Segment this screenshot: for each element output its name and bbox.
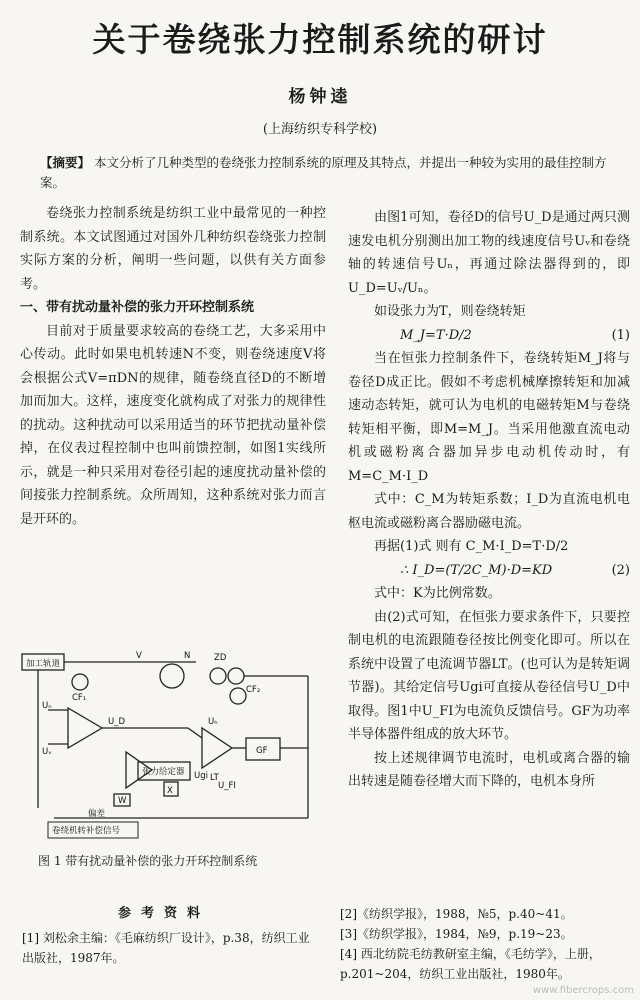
block-diagram-figure xyxy=(18,648,330,848)
diagram-label: 加工轨道 xyxy=(26,659,61,669)
diagram-node xyxy=(230,688,246,704)
figure-caption: 图 1 带有扰动量补偿的张力开环控制系统 xyxy=(38,854,258,868)
paper-title: 关于卷绕张力控制系统的研讨 xyxy=(92,20,548,59)
abstract-text: 本文分析了几种类型的卷绕张力控制系统的原理及其特点，并提出一种较为实用的最佳控制方案。 xyxy=(40,155,607,190)
diagram-label: 张力给定器 xyxy=(142,767,185,777)
diagram-label: W xyxy=(118,796,127,806)
section-heading: 一、带有扰动量补偿的张力开环控制系统 xyxy=(20,300,255,315)
diagram-label: Uₕ xyxy=(208,717,218,727)
author: 杨钟逵 xyxy=(288,87,352,107)
diagram-label: U_D xyxy=(108,717,126,727)
paragraph: 再据(1)式 则有 C_M·I_D=T·D/2 xyxy=(374,539,569,554)
affiliation: (上海纺织专科学校) xyxy=(262,122,378,137)
diagram-node xyxy=(72,674,88,690)
diagram-line xyxy=(188,728,202,738)
paragraph: 目前对于质量要求较高的卷绕工艺，大多采用中心传动。此时如果电机转速N不变，则卷绕速度V将会根据公式V=πDN的规律，随卷绕直径D的不断增加而加大。这样，速度变化就构成了对张力的规律性的扰动。这种扰动可以采用适当的环节把扰动量补偿掉，在仪表过程控制中也叫前馈控制，如图1实线所示，就是一种只采用对卷径引起的速度扰动量补偿的间接张力控制系统。众所周知，这种系统对张力而言是开环的。 xyxy=(20,323,326,527)
diagram-label: CF₂ xyxy=(246,685,261,695)
intro-paragraph: 卷绕张力控制系统是纺织工业中最常见的一种控制系统。本文试图通过对国外几种纺织卷绕张力控制实际方案的分析，阐明一些问题，以供有关方面参考。 xyxy=(20,206,326,292)
diagram-label: Uᵥ xyxy=(42,747,52,757)
diagram-label: GF xyxy=(256,746,268,756)
diagram-node xyxy=(228,668,244,684)
paragraph: 式中：K为比例常数。 xyxy=(374,586,501,601)
equation-body: ∴ I_D=(T/2C_M)·D=KD xyxy=(400,562,553,578)
reference-item: [3]《纺织学报》，1984，№9，p.19~23。 xyxy=(340,927,573,941)
reference-item: [2]《纺织学报》，1988，№5，p.40~41。 xyxy=(340,907,573,921)
reference-item: [1] 刘松余主编：《毛麻纺织厂设计》，p.38，纺织工业出版社，1987年。 xyxy=(22,931,310,965)
paragraph: 如设张力为T，则卷绕转矩 xyxy=(374,304,526,319)
paragraph: 当在恒张力控制条件下，卷绕转矩M_J将与卷径D成正比。假如不考虑机械摩擦转矩和加减速动态转矩，就可认为电机的电磁转矩M与卷绕转矩相平衡，即M=M_J。当采用他激直流电动机或磁粉离合器加异步电动机传动时，有M=C_M·I_D xyxy=(348,351,630,484)
equation-1 xyxy=(348,324,630,348)
watermark: www.fibercrops.com xyxy=(532,985,634,996)
diagram-divider-block xyxy=(68,708,102,748)
left-column xyxy=(20,202,326,531)
diagram-label: Ugi xyxy=(194,771,208,781)
paragraph: 由图1可知，卷径D的信号U_D是通过两只测速发电机分别测出加工物的线速度信号Uᵥ和卷绕轴的转速信号Uₙ，再通过除法器得到的，即U_D=Uᵥ/Uₙ。 xyxy=(348,210,630,296)
equation-body: M_J=T·D/2 xyxy=(400,327,472,343)
diagram-node xyxy=(160,664,184,688)
equation-2 xyxy=(348,559,630,583)
paragraph: 式中：C_M为转矩系数；I_D为直流电机电枢电流或磁粉离合器励磁电流。 xyxy=(348,492,630,531)
diagram-label: 卷绕机转补偿信号 xyxy=(52,826,121,836)
paragraph: 由(2)式可知，在恒张力要求条件下，只要控制电机的电流跟随卷径按比例变化即可。所以在系统中设置了电流调节器LT。(也可认为是转矩调节器)。其给定信号Ugi可直接从卷径信号U_D中取得。图1中U_FI为电流负反馈信号。GF为功率半导体器件组成的放大环节。 xyxy=(348,609,630,742)
equation-number: (2) xyxy=(611,562,630,578)
diagram-label: Uₙ xyxy=(42,701,52,711)
diagram-amplifier xyxy=(202,728,232,768)
reference-item: [4] 西北纺院毛纺教研室主编，《毛纺学》，上册，p.201~204，纺织工业出版社，1980年。 xyxy=(340,947,601,981)
diagram-label: X xyxy=(167,786,173,796)
diagram-label: V xyxy=(136,651,142,661)
equation-number: (1) xyxy=(611,327,630,343)
diagram-label: N xyxy=(184,651,191,661)
diagram-label: ZD xyxy=(214,653,227,663)
diagram-label: LT xyxy=(210,773,219,783)
abstract-tag: 【摘要】 xyxy=(40,155,91,170)
diagram-label: 偏差 xyxy=(88,809,106,819)
diagram-label: CF₁ xyxy=(72,693,87,703)
right-column xyxy=(348,206,630,794)
references-heading: 参考资料 xyxy=(118,906,211,921)
diagram-label: U_FI xyxy=(218,781,236,791)
diagram-node xyxy=(210,668,226,684)
paragraph: 按上述规律调节电流时，电机或离合器的输出转速是随卷径增大而下降的，电机本身所 xyxy=(348,750,630,789)
abstract xyxy=(40,153,612,193)
